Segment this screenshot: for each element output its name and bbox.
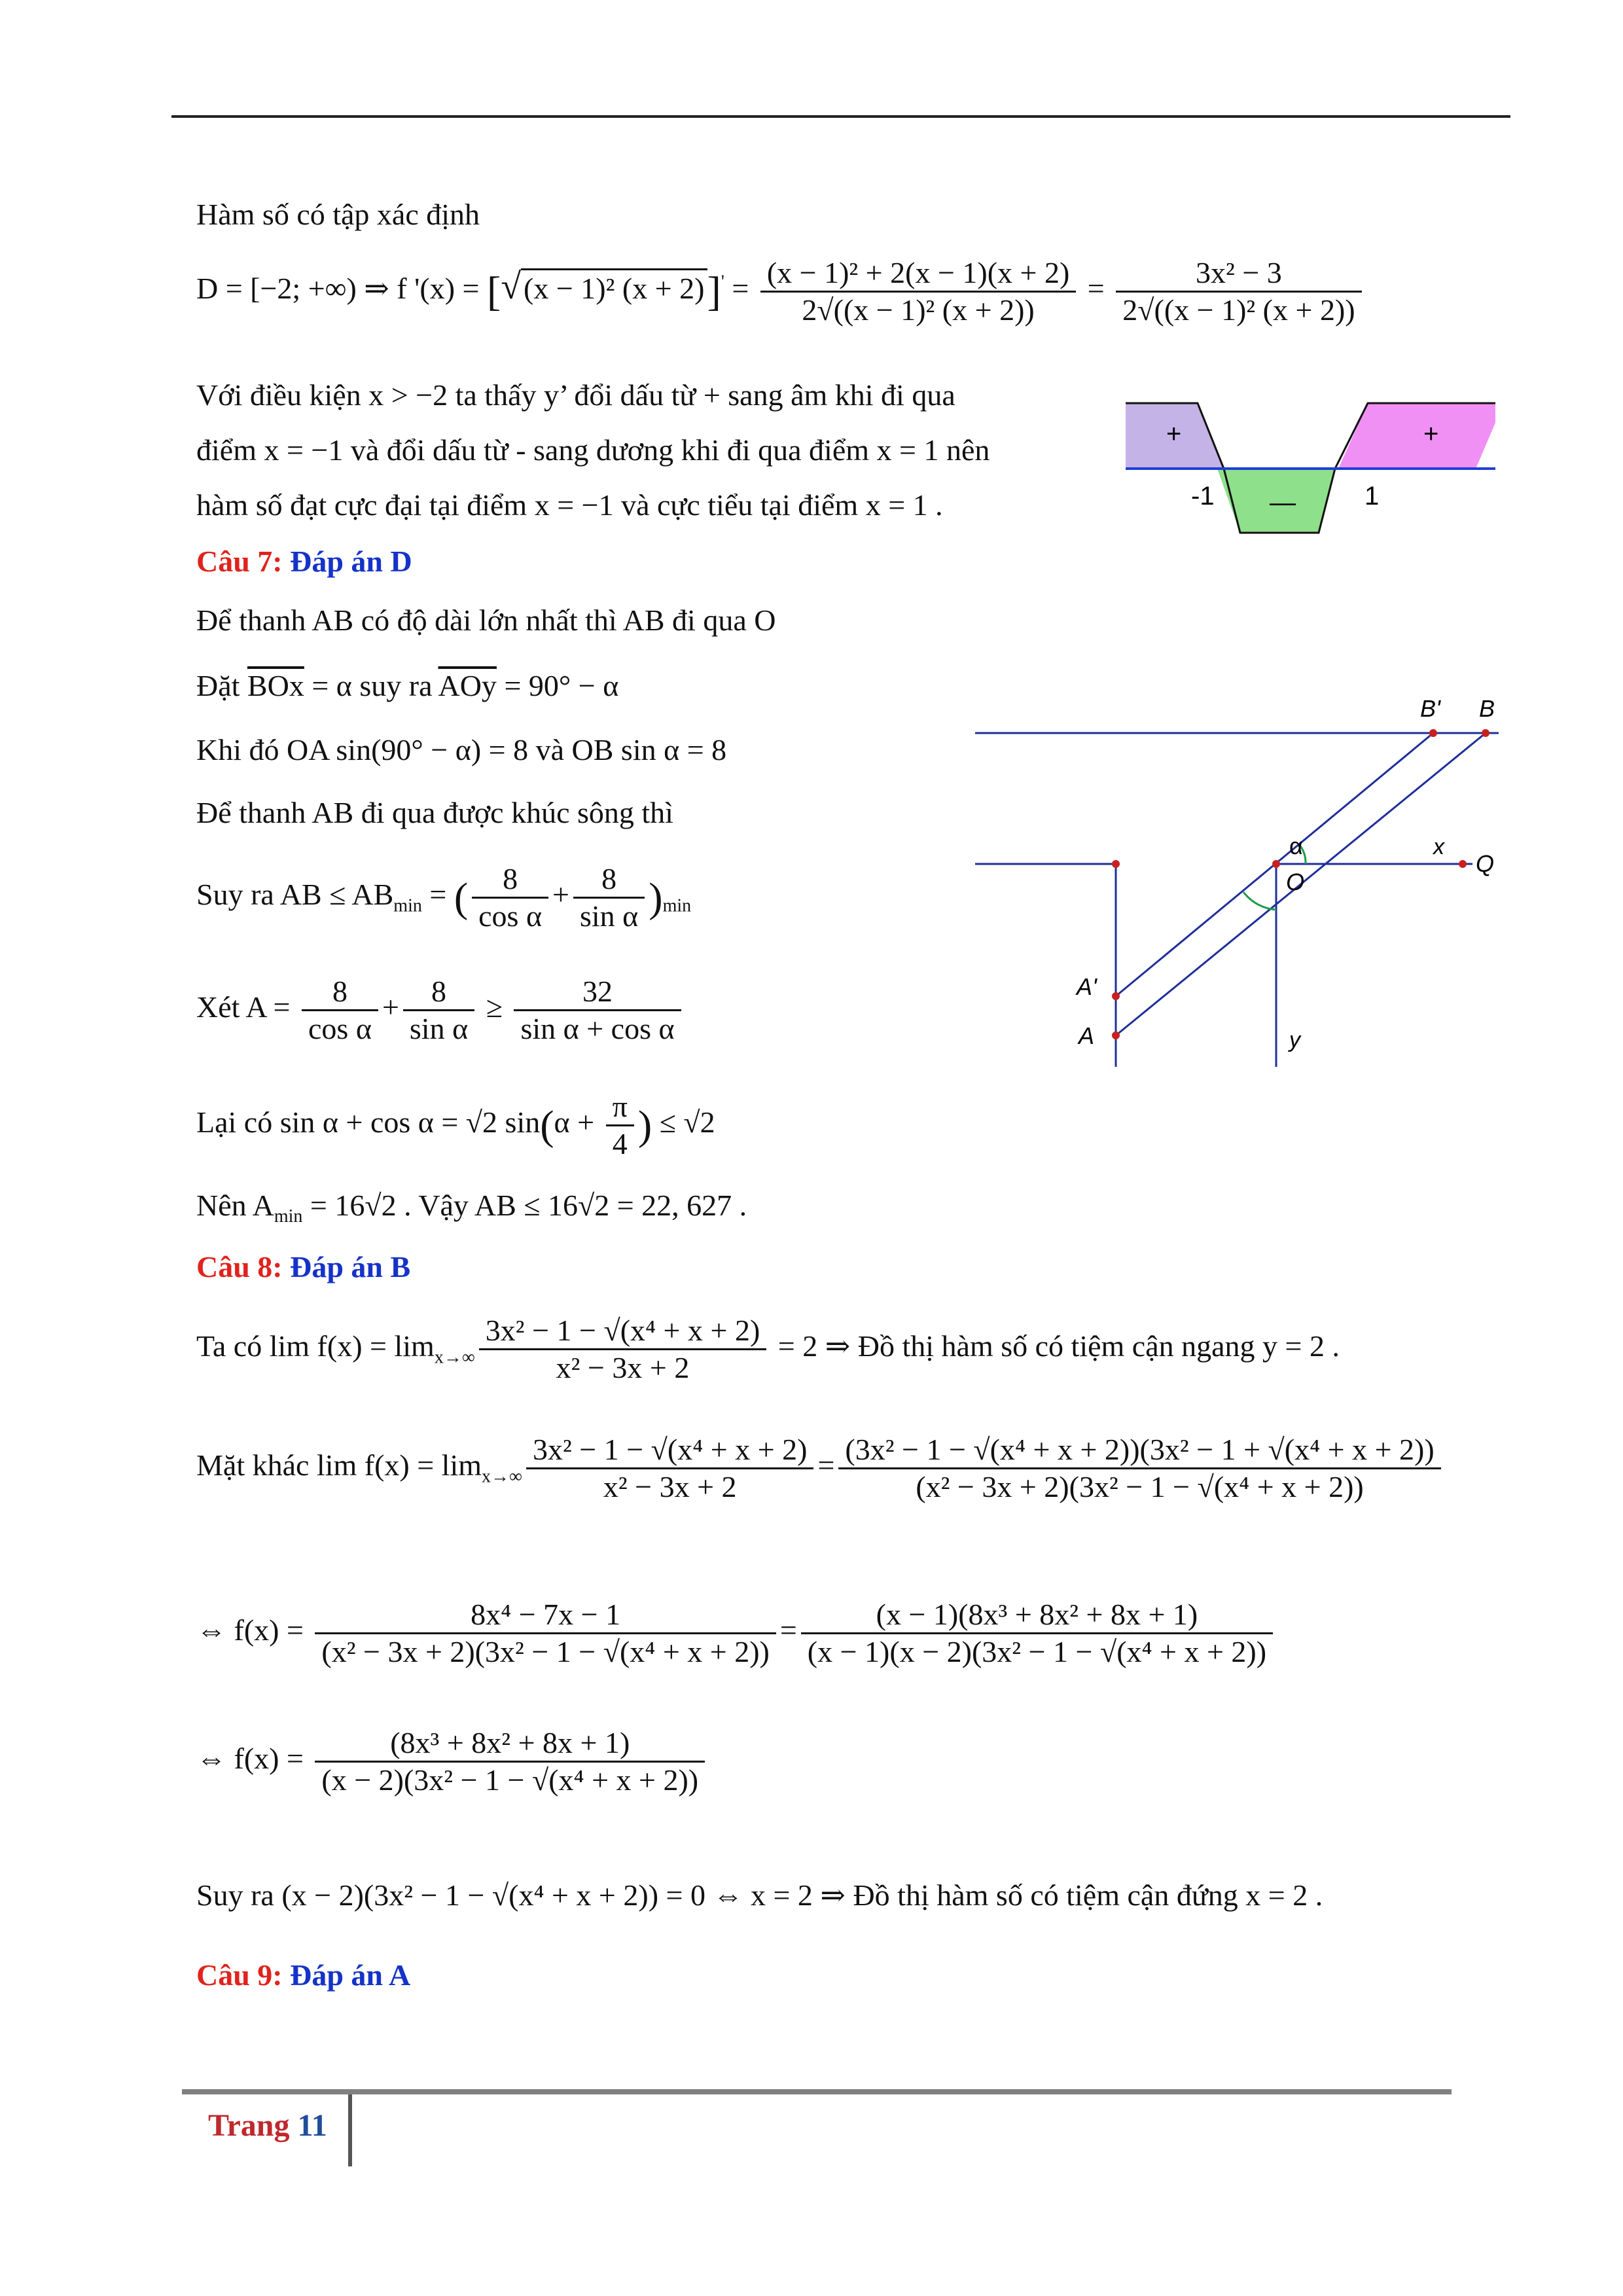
q7-line-8: [196, 1187, 747, 1235]
q7-l2-b: = α suy ra: [304, 669, 438, 702]
q7-title: [196, 543, 412, 580]
domain-expr: D = [−2; +∞) ⇒ f '(x) =: [196, 272, 487, 306]
paren-close: ): [649, 874, 663, 921]
footer-rule: [182, 2089, 1452, 2094]
footer-divider: [348, 2094, 352, 2166]
q7-line-4: Để thanh AB đi qua được khúc sông thì: [196, 796, 673, 829]
sign-label-right: 1: [1364, 482, 1380, 511]
q9-title: [196, 1957, 410, 1994]
fraction-1: [760, 255, 1076, 328]
q7-l6-frac2-num: 8: [403, 974, 474, 1011]
q7-l6-frac2: [403, 974, 474, 1047]
q8-l1-post: = 2 ⇒ Đồ thị hàm số có tiệm cận ngang y = 2 .: [770, 1329, 1340, 1363]
q7-line-2: [196, 668, 618, 704]
q7-l5-frac2-num: 8: [573, 861, 645, 899]
derivative-formula: [196, 255, 1366, 328]
page-value: 11: [297, 2108, 327, 2143]
q7-line-5: [196, 861, 691, 934]
q8-l2-frac1-num: 3x² − 1 − √(x⁴ + x + 2): [526, 1432, 813, 1469]
sign-label-left: -1: [1191, 482, 1215, 511]
q7-line-7: [196, 1089, 715, 1162]
sqrt-symbol: √: [501, 266, 522, 308]
q7-title-label: Câu 7:: [196, 545, 291, 578]
label-alpha: α: [1289, 833, 1303, 859]
label-y: y: [1289, 1028, 1300, 1052]
q7-l2-c: = 90° − α: [496, 669, 619, 702]
label-x: x: [1433, 834, 1444, 859]
q8-l1-frac: [479, 1313, 766, 1386]
header-rule: [171, 115, 1510, 118]
q7-line-1: Để thanh AB có độ dài lớn nhất thì AB đi qua O: [196, 603, 776, 637]
q7-angle-box: $\overline{BOx}$: [247, 669, 304, 702]
q8-l4-frac-num: (8x³ + 8x² + 8x + 1): [315, 1725, 705, 1763]
page-number: [208, 2108, 327, 2144]
q7-l5-frac2: [573, 861, 645, 934]
q8-l3-frac2-num: (x − 1)(8x³ + 8x² + 8x + 1): [801, 1597, 1273, 1634]
q7-l7-pre: Lại có sin α + cos α = √2 sin: [196, 1105, 541, 1139]
fraction-2-den: 2√((x − 1)² (x + 2)): [1122, 293, 1355, 327]
point-q: [1459, 860, 1467, 868]
q8-l2-frac2-num: (3x² − 1 − √(x⁴ + x + 2))(3x² − 1 + √(x⁴ + x + 2)): [838, 1432, 1440, 1469]
q7-l6-ge: ≥: [478, 990, 510, 1024]
q7-l7-frac-den: 4: [612, 1127, 628, 1160]
q7-l5-frac2-den: sin α: [580, 899, 639, 933]
q7-l6-frac3-den: sin α + cos α: [520, 1012, 675, 1045]
label-b: B: [1479, 695, 1495, 722]
q8-l3-frac1-den: (x² − 3x + 2)(3x² − 1 − √(x⁴ + x + 2)): [321, 1635, 770, 1668]
q8-l1-lim-sub: x→∞: [434, 1347, 475, 1368]
q7-l6-frac1-den: cos α: [308, 1012, 372, 1045]
q8-l4-frac-den: (x − 2)(3x² − 1 − √(x⁴ + x + 2)): [321, 1763, 699, 1797]
q7-l5-eq: =: [421, 878, 454, 912]
point-o: [1272, 860, 1280, 868]
sqrt-body: (x − 1)² (x + 2): [521, 268, 707, 307]
point-b: [1482, 729, 1489, 737]
q7-l5-sub: min: [393, 895, 422, 916]
q7-l6-frac3-num: 32: [514, 974, 681, 1011]
label-q: Q: [1476, 850, 1495, 877]
label-a: A: [1079, 1022, 1095, 1049]
q7-l7-post: ≤ √2: [652, 1105, 715, 1139]
q7-l2-a: Đặt: [196, 669, 247, 702]
label-o: O: [1286, 869, 1305, 895]
q8-line-5: Suy ra (x − 2)(3x² − 1 − √(x⁴ + x + 2)) = 0 ⇔ x = 2 ⇒ Đồ thị hàm số có tiệm cận đứng x = 2 .: [196, 1878, 1323, 1912]
fraction-2-num: 3x² − 3: [1116, 255, 1361, 293]
q8-l1-frac-num: 3x² − 1 − √(x⁴ + x + 2): [479, 1313, 766, 1350]
q8-title: [196, 1249, 410, 1285]
q8-l2-eq: =: [817, 1448, 835, 1482]
point-b-prime: [1429, 729, 1437, 737]
prime-mark: ': [721, 272, 724, 293]
q8-l3-frac1: [315, 1597, 776, 1670]
q7-l6-pre: Xét A =: [196, 990, 298, 1024]
q8-l4-frac: [315, 1725, 705, 1798]
equals-2: =: [1087, 272, 1105, 306]
q7-l5-pre: Suy ra AB ≤ AB: [196, 878, 394, 912]
sign-text-line-1: Với điều kiện x > −2 ta thấy y’ đổi dấu từ + sang âm khi đi qua: [196, 378, 955, 412]
q7-l8-sub: min: [274, 1206, 303, 1227]
paren-open-2: (: [540, 1102, 554, 1149]
q8-l3-frac2-den: (x − 1)(x − 2)(3x² − 1 − √(x⁴ + x + 2)): [807, 1635, 1267, 1668]
q7-l6-frac3: [514, 974, 681, 1047]
sign-plus-left: +: [1166, 420, 1182, 448]
q7-l7-alpha: α +: [554, 1105, 602, 1139]
q8-l3-frac2: [801, 1597, 1273, 1670]
paren-open: (: [454, 874, 469, 921]
sign-text-line-2: điểm x = −1 và đổi dấu từ - sang dương khi đi qua điểm x = 1 nên: [196, 433, 990, 467]
q8-line-4: [196, 1725, 709, 1798]
bracket-close: ]: [707, 268, 721, 315]
q8-l3-frac1-num: 8x⁴ − 7x − 1: [315, 1597, 776, 1634]
q7-l5-plus: +: [552, 878, 569, 912]
q8-l2-frac2-den: (x² − 3x + 2)(3x² − 1 − √(x⁴ + x + 2)): [916, 1470, 1364, 1503]
sign-text-line-3: hàm số đạt cực đại tại điểm x = −1 và cực tiểu tại điểm x = 1 .: [196, 488, 943, 522]
river-figure: [975, 681, 1512, 1086]
bracket-open: [: [487, 268, 501, 315]
q9-title-label: Câu 9:: [196, 1958, 291, 1992]
q7-l7-frac: [606, 1089, 634, 1162]
fraction-2: [1116, 255, 1361, 328]
q9-title-answer: Đáp án A: [290, 1958, 411, 1992]
label-a-prime: A': [1077, 973, 1097, 1000]
q7-l8-pre: Nên A: [196, 1189, 274, 1222]
q7-l5-frac1-num: 8: [472, 861, 548, 899]
q8-line-3: [196, 1597, 1277, 1670]
q7-l7-frac-num: π: [606, 1089, 634, 1126]
q8-l2-frac1-den: x² − 3x + 2: [603, 1470, 737, 1503]
q8-l3-pre: ⇔ f(x) =: [196, 1613, 312, 1647]
q7-l5-sub2: min: [662, 895, 692, 916]
intro-text: Hàm số có tập xác định: [196, 198, 480, 231]
equals-1: =: [732, 272, 749, 306]
sign-chart: [1113, 390, 1512, 554]
q7-angle-aoy: $\overline{AOy}$: [438, 669, 497, 702]
q8-line-1: [196, 1313, 1340, 1386]
q8-l2-pre: Mặt khác lim f(x) = lim: [196, 1448, 482, 1482]
page-label: Trang: [208, 2108, 298, 2143]
sign-plus-right: +: [1423, 420, 1439, 448]
q7-l5-frac1: [472, 861, 548, 934]
q7-l5-frac1-den: cos α: [478, 899, 543, 933]
q7-l6-frac1-num: 8: [302, 974, 378, 1011]
point-a: [1112, 1031, 1120, 1039]
q7-l6-plus: +: [382, 990, 399, 1024]
q8-line-2: [196, 1432, 1445, 1505]
q7-l6-frac1: [302, 974, 378, 1047]
fraction-1-den: 2√((x − 1)² (x + 2)): [802, 293, 1035, 327]
q8-l3-eq: =: [779, 1613, 797, 1647]
paren-close-2: ): [637, 1102, 652, 1149]
point-a-prime: [1112, 992, 1120, 1000]
q8-l2-lim-sub: x→∞: [482, 1466, 522, 1487]
q8-l1-frac-den: x² − 3x + 2: [556, 1351, 690, 1384]
q7-l6-frac2-den: sin α: [409, 1012, 469, 1045]
q7-title-answer: Đáp án D: [290, 545, 412, 578]
q7-l8-post: = 16√2 . Vậy AB ≤ 16√2 = 22, 627 .: [302, 1189, 747, 1222]
fraction-1-num: (x − 1)² + 2(x − 1)(x + 2): [760, 255, 1076, 293]
label-b-prime: B': [1420, 695, 1440, 722]
q8-l2-frac1: [526, 1432, 813, 1505]
q7-line-6: [196, 974, 685, 1047]
q8-title-answer: Đáp án B: [290, 1250, 411, 1283]
sign-minus: —: [1270, 488, 1296, 517]
q8-l4-pre: ⇔ f(x) =: [196, 1742, 312, 1776]
q8-title-label: Câu 8:: [196, 1250, 291, 1283]
q8-l1-pre: Ta có lim f(x) = lim: [196, 1329, 435, 1363]
q7-line-3: Khi đó OA sin(90° − α) = 8 và OB sin α = 8: [196, 733, 727, 766]
q8-l2-frac2: [838, 1432, 1440, 1505]
point-corner: [1112, 860, 1120, 868]
